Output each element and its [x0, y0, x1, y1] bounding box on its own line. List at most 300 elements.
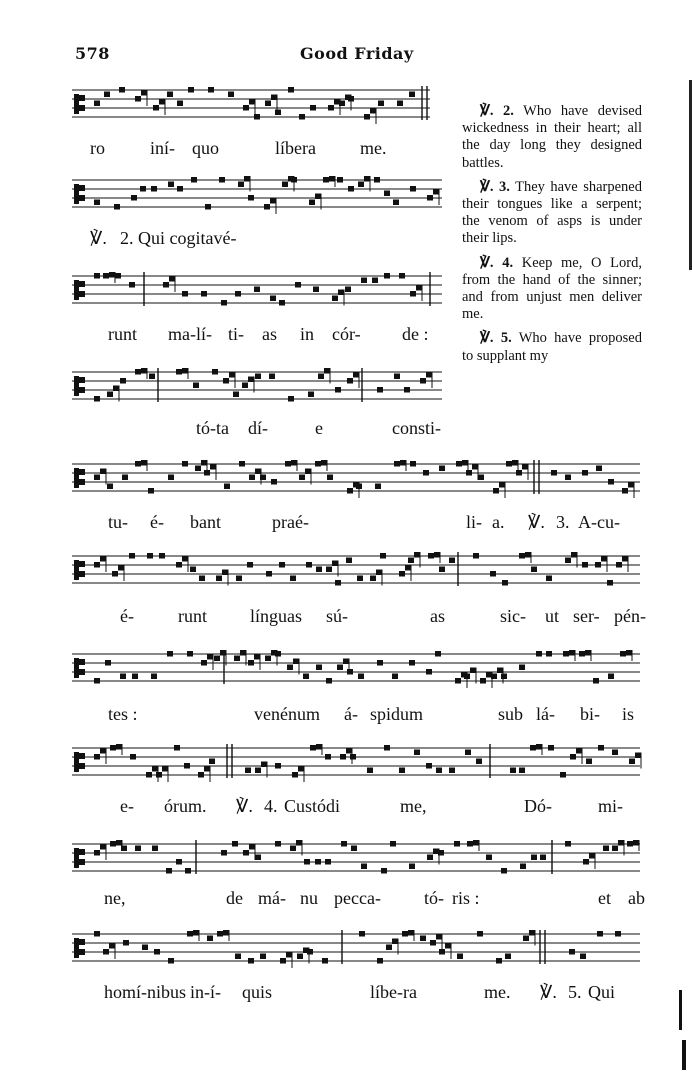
neume-note — [478, 475, 484, 481]
neume-note — [457, 954, 463, 960]
neume-note — [531, 567, 537, 573]
clef-icon — [74, 468, 85, 488]
neume-note — [135, 846, 141, 852]
page-title: Good Friday — [300, 44, 414, 63]
neume-note — [148, 488, 154, 494]
lyric-syllable: línguas — [250, 606, 302, 626]
neume-note — [348, 186, 354, 192]
neume-note — [393, 200, 399, 206]
neume-note — [243, 99, 255, 115]
neume-note — [493, 482, 505, 498]
lyric-syllable: lá- — [536, 704, 555, 724]
neume-note — [409, 864, 415, 870]
neume-note — [248, 195, 254, 201]
clef-icon — [74, 376, 85, 396]
lyric-syllable: tó- — [424, 888, 444, 908]
neume-note — [608, 674, 614, 680]
neume-note — [570, 748, 582, 764]
neume-note — [361, 278, 367, 284]
neume-note — [595, 556, 607, 572]
neume-note — [315, 859, 321, 865]
lyric-syllable: li- — [466, 512, 482, 532]
neume-note — [490, 571, 496, 577]
neume-note — [288, 87, 294, 93]
neume-note — [357, 576, 363, 582]
neume-note — [359, 931, 365, 937]
neume-note — [380, 553, 386, 559]
neume-note — [348, 96, 354, 102]
neume-note — [439, 466, 445, 472]
neume-note — [295, 282, 301, 288]
neume-note — [486, 855, 492, 861]
neume-note — [255, 855, 261, 861]
staff-lines — [72, 368, 442, 404]
neume-note — [480, 672, 492, 688]
neume-note — [307, 949, 313, 955]
neume-note — [163, 276, 175, 292]
neume-note — [335, 580, 341, 586]
neume-note — [130, 754, 136, 760]
neume-note — [149, 374, 155, 380]
chant-staff — [72, 368, 442, 404]
neume-note — [473, 553, 479, 559]
neume-note — [135, 368, 147, 379]
neume-note — [104, 92, 110, 98]
neume-note — [224, 484, 230, 490]
neume-note — [430, 934, 442, 950]
neume-note — [531, 855, 537, 861]
neume-note — [565, 841, 571, 847]
neume-note — [94, 844, 106, 860]
staff-lines — [72, 840, 640, 876]
neume-note — [346, 558, 352, 564]
neume-note — [397, 101, 403, 107]
neume-note — [394, 374, 400, 380]
neume-note — [476, 759, 482, 765]
neume-note — [177, 101, 183, 107]
staff-lines — [72, 176, 442, 212]
neume-note — [280, 952, 292, 968]
staff-lines — [72, 930, 640, 966]
lyric-syllable: ℣. — [528, 512, 545, 532]
neume-note — [114, 204, 120, 210]
lyric-syllable: mi- — [598, 796, 623, 816]
neume-note — [260, 475, 266, 481]
neume-note — [266, 571, 272, 577]
lyric-syllable: quo — [192, 138, 219, 158]
neume-note — [326, 678, 332, 684]
neume-note — [341, 841, 347, 847]
lyric-syllable: 3. — [556, 512, 570, 532]
lyric-syllable: praé- — [272, 512, 309, 532]
neume-note — [598, 745, 604, 751]
neume-note — [615, 931, 621, 937]
lyric-syllable: ut — [545, 606, 560, 626]
neume-note — [308, 392, 314, 398]
neume-note — [185, 868, 191, 874]
neume-note — [367, 768, 373, 774]
neume-note — [356, 484, 362, 490]
neume-note — [199, 576, 205, 582]
neume-note — [351, 846, 357, 852]
lyric-syllable: líbe-ra — [370, 982, 417, 1002]
chant-staff — [72, 552, 640, 588]
neume-note — [201, 291, 207, 297]
lyric-syllable: bi- — [580, 704, 600, 724]
lyric-syllable: Custódi — [284, 796, 341, 816]
clef-icon — [74, 280, 85, 300]
neume-note — [612, 750, 618, 756]
neume-note — [410, 186, 416, 192]
neume-note — [159, 553, 165, 559]
neume-note — [381, 868, 387, 874]
neume-note — [176, 859, 182, 865]
neume-note — [223, 372, 235, 388]
lyric-syllable: cór- — [332, 324, 361, 344]
lyric-syllable: spidum — [370, 704, 424, 724]
neume-note — [390, 841, 396, 847]
neume-note — [565, 475, 571, 481]
neume-note — [176, 556, 188, 572]
neume-note — [292, 766, 304, 782]
lyric-syllable: 5. — [568, 982, 582, 1002]
neume-note — [530, 744, 542, 755]
neume-note — [436, 768, 442, 774]
lyric-syllable: runt — [108, 324, 137, 344]
neume-note — [410, 285, 422, 301]
neume-note — [347, 669, 353, 675]
lyric-syllable: quis — [242, 982, 273, 1002]
neume-note — [94, 748, 106, 764]
lyric-syllable: ro — [90, 138, 105, 158]
neume-note — [177, 186, 183, 192]
neume-note — [607, 580, 613, 586]
staff-lines — [72, 552, 640, 588]
neume-note — [198, 766, 210, 782]
lyric-syllable: pecca- — [334, 888, 381, 908]
neume-note — [328, 99, 340, 115]
translation-verse: ℣. 5. Who have proposed to supplant my — [462, 330, 642, 364]
lyric-syllable: de : — [402, 324, 429, 344]
lyric-syllable: tes : — [108, 704, 138, 724]
page-edge-mark — [682, 1040, 686, 1070]
clef-icon — [74, 184, 85, 204]
neume-note — [221, 300, 227, 306]
neume-note — [209, 759, 215, 765]
neume-note — [105, 660, 111, 666]
chant-staff — [72, 176, 442, 212]
neume-note — [551, 470, 557, 476]
neume-note — [135, 90, 147, 106]
lyric-syllable: tu- — [108, 512, 128, 532]
neume-note — [519, 768, 525, 774]
neume-note — [94, 556, 106, 572]
lyric-syllable: a. — [492, 512, 505, 532]
lyric-syllable: ma-lí- — [168, 324, 212, 344]
lyric-syllable: in-í- — [190, 982, 221, 1002]
neume-note — [454, 841, 460, 847]
neume-note — [315, 460, 327, 471]
neume-note — [501, 674, 507, 680]
neume-note — [103, 272, 115, 283]
neume-note — [546, 651, 552, 657]
neume-note — [123, 940, 129, 946]
neume-note — [119, 87, 125, 93]
neume-note — [182, 291, 188, 297]
neume-note — [120, 378, 126, 384]
neume-note — [427, 189, 439, 205]
lyric-syllable: Dó- — [524, 796, 552, 816]
neume-note — [392, 674, 398, 680]
neume-note — [285, 460, 297, 471]
neume-note — [135, 460, 147, 471]
neume-note — [201, 654, 213, 670]
neume-note — [501, 868, 507, 874]
neume-note — [219, 177, 225, 183]
neume-note — [275, 841, 281, 847]
neume-note — [247, 562, 253, 568]
neume-note — [235, 291, 241, 297]
neume-note — [168, 958, 174, 964]
neume-note — [622, 482, 634, 498]
lyric-syllable: e- — [120, 796, 134, 816]
lyric-syllable: nu — [300, 888, 318, 908]
neume-note — [275, 110, 281, 116]
neume-note — [410, 461, 416, 467]
staff-lines — [72, 460, 640, 496]
lyric-syllable: 2. — [120, 228, 134, 248]
neume-note — [260, 954, 266, 960]
neume-note — [361, 864, 367, 870]
neume-note — [449, 768, 455, 774]
neume-note — [168, 182, 174, 188]
neume-note — [153, 99, 165, 115]
neume-note — [347, 372, 359, 388]
lyric-syllable: et — [598, 888, 611, 908]
neume-note — [546, 576, 552, 582]
neume-note — [279, 300, 285, 306]
clef-icon — [74, 752, 85, 772]
neume-note — [377, 958, 383, 964]
lyric-syllable: líbera — [275, 138, 316, 158]
neume-note — [465, 750, 471, 756]
neume-note — [217, 930, 229, 941]
neume-note — [608, 479, 614, 485]
neume-note — [110, 744, 122, 755]
neume-note — [372, 278, 378, 284]
neume-note — [519, 552, 531, 563]
neume-note — [335, 387, 341, 393]
neume-note — [399, 273, 405, 279]
neume-note — [204, 464, 216, 480]
neume-note — [306, 562, 312, 568]
lyric-syllable: me. — [360, 138, 387, 158]
lyric-syllable: sub — [498, 704, 524, 724]
neume-note — [316, 567, 322, 573]
lyric-syllable: runt — [178, 606, 207, 626]
neume-note — [255, 374, 261, 380]
neume-note — [94, 101, 100, 107]
lyric-syllable: ser- — [573, 606, 600, 626]
neume-note — [439, 943, 451, 959]
neume-note — [519, 665, 525, 671]
lyric-syllable: ℣. — [540, 982, 557, 1002]
lyric-syllable: homí-nibus — [104, 982, 187, 1002]
lyric-syllable: tó-ta — [196, 418, 229, 438]
neume-note — [409, 92, 415, 98]
neume-note — [435, 651, 441, 657]
lyric-syllable: iní- — [150, 138, 175, 158]
neume-note — [174, 745, 180, 751]
neume-note — [502, 580, 508, 586]
neume-note — [627, 840, 639, 851]
neume-note — [221, 850, 227, 856]
neume-note — [399, 565, 411, 581]
neume-note — [152, 846, 158, 852]
chant-staff — [72, 744, 640, 780]
neume-note — [583, 853, 595, 869]
staff-lines — [72, 272, 442, 308]
lyric-syllable: má- — [258, 888, 286, 908]
neume-note — [423, 470, 429, 476]
neume-note — [275, 651, 281, 657]
neume-note — [582, 562, 588, 568]
neume-note — [120, 674, 126, 680]
neume-note — [596, 466, 602, 472]
lyric-syllable: in — [300, 324, 315, 344]
neume-note — [345, 287, 351, 293]
staff-lines — [72, 86, 430, 122]
lyric-syllable: dí- — [248, 418, 268, 438]
neume-note — [190, 567, 196, 573]
neume-note — [304, 859, 310, 865]
neume-note — [129, 282, 135, 288]
neume-note — [147, 553, 153, 559]
neume-note — [597, 931, 603, 937]
clef-icon — [74, 94, 85, 114]
lyric-syllable: órum. — [164, 796, 207, 816]
neume-note — [563, 650, 575, 661]
neume-note — [586, 759, 592, 765]
clef-icon — [74, 560, 85, 580]
neume-note — [506, 460, 518, 471]
translation-column — [462, 103, 642, 372]
translation-verse: ℣. 4. Keep me, O Lord, from the hand of the sinner; and from unjust men deliver me. — [462, 254, 642, 323]
translation-verse: ℣. 3. They have sharpened their tongues like a serpent; the venom of asps is under their lips. — [462, 178, 642, 247]
neume-note — [456, 460, 468, 471]
neume-note — [384, 191, 390, 197]
neume-note — [384, 273, 390, 279]
lyric-syllable: é- — [150, 512, 164, 532]
lyric-syllable: de — [226, 888, 243, 908]
page-edge-mark — [679, 990, 682, 1030]
neume-note — [142, 945, 148, 951]
neume-note — [316, 665, 322, 671]
neume-note — [191, 177, 197, 183]
neume-note — [232, 841, 238, 847]
lyric-syllable: ab — [628, 888, 645, 908]
lyric-syllable: venénum — [254, 704, 320, 724]
neume-note — [188, 87, 194, 93]
neume-note — [270, 296, 276, 302]
neume-note — [205, 204, 211, 210]
chant-staff — [72, 86, 430, 122]
neume-note — [243, 844, 255, 860]
neume-note — [208, 87, 214, 93]
lyric-syllable: Qui cogitavé- — [138, 228, 237, 248]
neume-note — [428, 552, 440, 563]
neume-note — [254, 287, 260, 293]
neume-note — [394, 460, 406, 471]
lyric-syllable: me. — [484, 982, 511, 1002]
neume-note — [414, 750, 420, 756]
lyric-syllable: as — [262, 324, 277, 344]
neume-note — [182, 461, 188, 467]
neume-note — [167, 92, 173, 98]
neume-note — [303, 674, 309, 680]
neume-note — [254, 114, 260, 120]
neume-note — [313, 287, 319, 293]
neume-note — [122, 475, 128, 481]
neume-note — [399, 768, 405, 774]
neume-note — [94, 273, 100, 279]
neume-note — [94, 200, 100, 206]
neume-note — [184, 763, 190, 769]
neume-note — [207, 936, 213, 942]
staff-lines — [72, 744, 640, 780]
neume-note — [426, 763, 432, 769]
neume-note — [377, 660, 383, 666]
neume-note — [248, 654, 260, 670]
lyric-syllable: á- — [344, 704, 358, 724]
neume-note — [245, 768, 251, 774]
neume-note — [420, 372, 432, 388]
neume-note — [569, 949, 575, 955]
neume-note — [375, 484, 381, 490]
clef-icon — [74, 658, 85, 678]
neume-note — [275, 763, 281, 769]
lyric-syllable: bant — [190, 512, 221, 532]
neume-note — [378, 101, 384, 107]
neume-note — [310, 744, 322, 755]
neume-note — [129, 553, 135, 559]
neume-note — [115, 273, 121, 279]
lyric-syllable: ti- — [228, 324, 244, 344]
neume-note — [580, 954, 586, 960]
neume-note — [291, 177, 297, 183]
neume-note — [548, 745, 554, 751]
neume-note — [337, 177, 343, 183]
lyric-syllable: A-cu- — [578, 512, 620, 532]
neume-note — [176, 368, 188, 379]
lyric-syllable: consti- — [392, 418, 441, 438]
neume-note — [121, 846, 127, 852]
neume-note — [439, 567, 445, 573]
neume-note — [94, 396, 100, 402]
neume-note — [310, 105, 316, 111]
neume-note — [233, 392, 239, 398]
neume-note — [560, 772, 566, 778]
neume-note — [579, 650, 591, 661]
neume-note — [212, 369, 218, 375]
lyric-syllable: Qui — [588, 982, 615, 1002]
neume-note — [132, 674, 138, 680]
neume-note — [322, 958, 328, 964]
neume-note — [112, 565, 124, 581]
neume-note — [236, 576, 242, 582]
neume-note — [603, 846, 609, 852]
neume-note — [140, 186, 146, 192]
